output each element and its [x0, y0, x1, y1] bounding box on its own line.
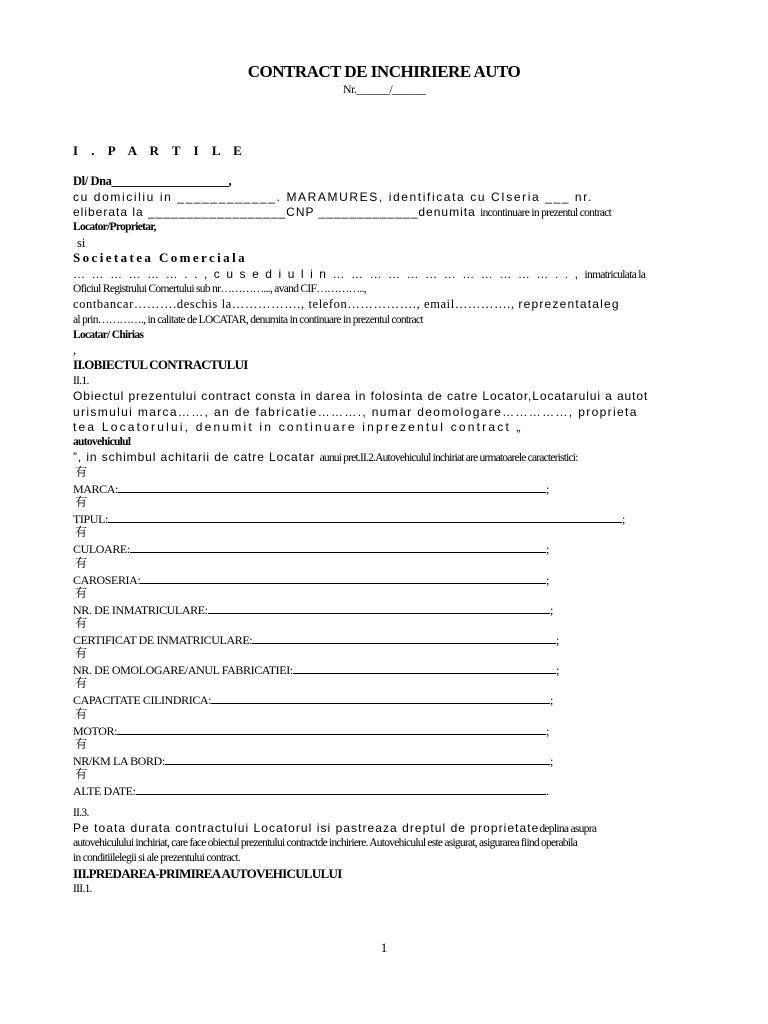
field-marker-glyph: 有 [75, 616, 88, 630]
ii-3-line-3: in conditiilelegii si ale prezentului contract. [73, 852, 241, 864]
vehicle-field-terminator: ; [556, 633, 559, 647]
eliberata-line [73, 205, 611, 220]
vehicle-field-terminator: . [546, 784, 549, 798]
obiect-line-4-text: ”, in schimbul achitarii de catre Locatar [73, 450, 320, 464]
contract-title: CONTRACT DE INCHIRIERE AUTO [247, 62, 521, 81]
vehicle-field-blank[interactable] [252, 632, 556, 644]
subsection-ii-3: II.3. [73, 807, 89, 819]
vehicle-field-terminator: ; [546, 482, 549, 496]
vehicle-field-label: CULOARE: [73, 542, 130, 557]
autovehiculul-label: autovehiculul [73, 436, 131, 448]
contract-number-line: Nr.______/______ [342, 82, 426, 96]
vehicle-field-label: MARCA: [73, 482, 118, 496]
vehicle-field-row [73, 481, 549, 496]
obiect-line-2: urismului marca……, an de fabricatie………., numar deomologare……………, proprieta [73, 405, 638, 419]
vehicle-field-terminator: ; [546, 723, 549, 738]
vehicle-field-label: NR. DE OMOLOGARE/ANUL FABRICATIEI: [73, 663, 293, 678]
field-marker-glyph: 有 [75, 767, 88, 781]
vehicle-field-blank[interactable] [208, 602, 550, 614]
vehicle-field-label: MOTOR: [73, 723, 118, 738]
vehicle-field-row [73, 662, 559, 677]
eliberata-continuation: incontinuare in prezentul contract [480, 207, 612, 219]
vehicle-field-label: NR/KM LA BORD: [73, 753, 165, 768]
vehicle-field-label: NR. DE INMATRICULARE: [73, 602, 208, 617]
vehicle-field-blank[interactable] [165, 753, 550, 765]
vehicle-field-label: CAROSERIA: [73, 572, 141, 587]
vehicle-field-blank[interactable] [140, 572, 546, 584]
locatar-label: Locatar/ Chirias [73, 329, 144, 341]
obiect-line-3: tea Locatorului, denumit in continuare inprezentul contract „ [73, 420, 523, 434]
oficiul-line: Oficiul Registrului Comertului sub nr…………..., avand CIF………….., [73, 283, 366, 295]
vehicle-field-row [73, 632, 559, 647]
field-marker-glyph: 有 [75, 676, 88, 691]
field-marker-glyph: 有 [75, 736, 88, 751]
sediu-text: … … … … … … . . , c u s e d i u l i n … … … … … … … … … … … … . . , [73, 267, 585, 281]
ii-3-line-1 [73, 821, 596, 836]
dl-dna-line: Dl/ Dna____________________, [73, 174, 232, 188]
vehicle-field-blank[interactable] [211, 692, 550, 704]
field-marker-glyph: 有 [75, 706, 88, 721]
subsection-ii-1: II.1. [73, 375, 89, 387]
vehicle-field-label: CAPACITATE CILINDRICA: [73, 693, 212, 708]
sediu-continuation: inmatriculata la [584, 269, 646, 281]
vehicle-field-blank[interactable] [117, 723, 546, 735]
vehicle-field-blank[interactable] [136, 783, 546, 795]
sediu-line [73, 267, 645, 282]
page-number: 1 [380, 940, 388, 955]
si-label: si [77, 236, 86, 250]
field-marker-glyph: 有 [75, 465, 88, 479]
vehicle-field-blank[interactable] [130, 541, 546, 553]
vehicle-field-blank[interactable] [293, 662, 556, 674]
vehicle-field-row [73, 602, 553, 617]
vehicle-field-terminator: ; [550, 753, 553, 768]
domiciliu-line: cu domiciliu in ____________. MARAMURES, identificata cu CIseria ___ nr. [73, 190, 594, 204]
vehicle-field-row [73, 723, 549, 738]
vehicle-field-row [73, 783, 549, 798]
section-heading-obiectul: II.OBIECTUL CONTRACTULUI [73, 357, 248, 372]
obiect-line-1: Obiectul prezentului contract consta in darea in folosinta de catre Locator,Locatarului a autot [73, 389, 649, 403]
field-marker-glyph: 有 [75, 495, 88, 510]
section-heading-predarea: III.PREDAREA-PRIMIREA AUTOVEHICULULUI [73, 866, 342, 881]
ii-3-line-2: autovehiculului inchiriat, care face obiectul prezentului contractde inchiriere. Autovehiculul este asigurat, asigurarea fiind operabila [73, 837, 578, 849]
field-marker-glyph: 有 [75, 555, 88, 570]
vehicle-field-terminator: ; [622, 512, 625, 527]
ii-3-line-1-text: Pe toata durata contractului Locatorul isi pastreaza dreptul de proprietate [73, 821, 540, 835]
cont-bancar-continuation: reprezentataleg [518, 297, 620, 311]
cont-bancar-text: contbancar……….deschis la……………., telefon……………., email…………., [73, 297, 519, 311]
eliberata-text: eliberata la __________________CNP _____________denumita [73, 205, 481, 219]
societatea-label: Societatea Comerciala [73, 250, 247, 265]
vehicle-field-label: CERTIFICAT DE INMATRICULARE: [73, 633, 253, 647]
obiect-line-4 [73, 450, 578, 465]
field-marker-glyph: 有 [75, 646, 88, 661]
vehicle-field-row [73, 541, 549, 556]
obiect-line-4-continuation: aunui pret.II.2.Autovehiculul inchiriat are urmatoarele caracteristici: [319, 452, 578, 464]
vehicle-field-row [73, 753, 553, 768]
section-heading-partile: I . P A R T I L E [73, 143, 247, 158]
locator-label: Locator/Proprietar, [73, 221, 156, 233]
comma-line: , [73, 343, 77, 357]
vehicle-field-row [73, 692, 553, 707]
vehicle-field-blank[interactable] [108, 511, 622, 523]
vehicle-field-terminator: ; [556, 663, 559, 678]
vehicle-field-terminator: ; [546, 542, 549, 557]
subsection-iii-1: III.1. [73, 883, 92, 895]
cont-bancar-line [73, 297, 620, 311]
field-marker-glyph: 有 [75, 585, 88, 600]
vehicle-field-blank[interactable] [118, 481, 546, 493]
field-marker-glyph: 有 [75, 525, 88, 540]
ii-3-line-1-continuation: deplina asupra [539, 823, 597, 835]
vehicle-field-terminator: ; [550, 602, 553, 617]
prin-line: al prin…………., in calitate de LOCATAR, denumita in continuare in prezentul contract [73, 314, 423, 326]
vehicle-field-terminator: ; [550, 693, 553, 708]
vehicle-field-row [73, 511, 625, 526]
vehicle-field-row [73, 572, 549, 587]
vehicle-field-terminator: ; [546, 572, 549, 587]
vehicle-field-label: TIPUL: [73, 512, 108, 527]
vehicle-field-label: ALTE DATE: [73, 784, 136, 798]
